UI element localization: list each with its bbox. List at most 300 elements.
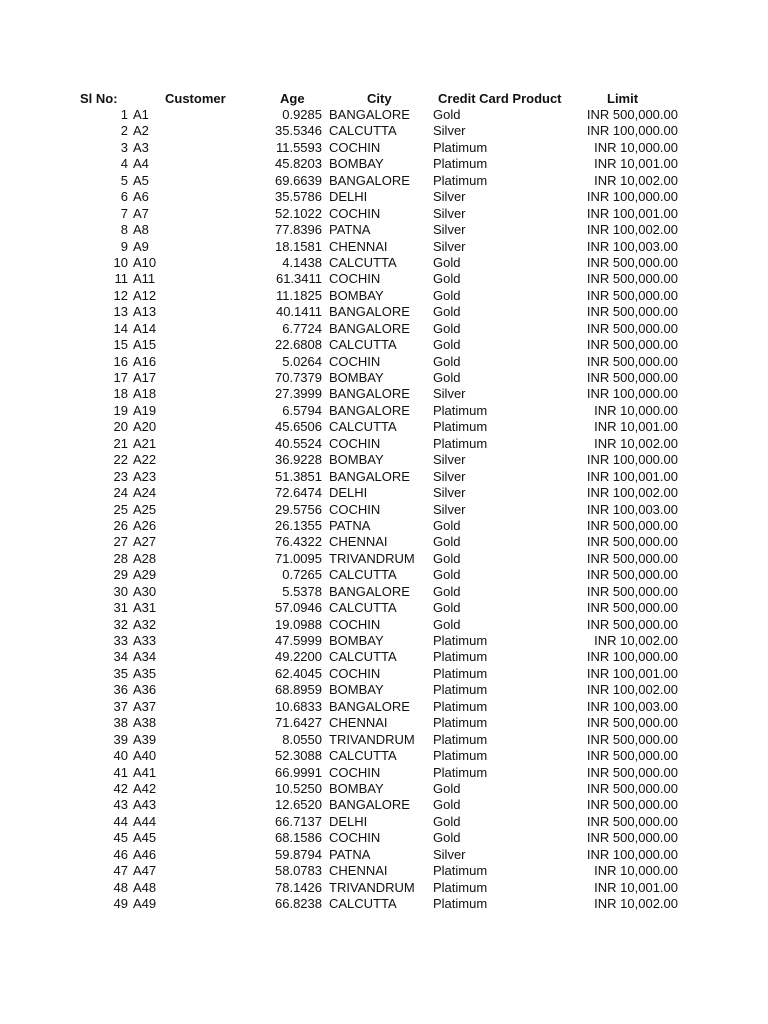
table-row [0,715,768,731]
cell-sl-no: 41 [113,764,128,780]
cell-credit-card-product: Silver [433,468,466,484]
cell-sl-no: 34 [113,649,128,665]
cell-customer: A48 [133,879,157,895]
cell-credit-card-product: Platimum [433,665,488,681]
cell-limit: INR 500,000.00 [586,254,678,270]
cell-credit-card-product: Platimum [433,863,488,879]
cell-sl-no: 48 [113,879,128,895]
cell-age: 36.9228 [275,452,322,468]
cell-limit: INR 500,000.00 [586,320,678,336]
cell-credit-card-product: Platimum [433,419,488,435]
cell-sl-no: 13 [113,304,128,320]
cell-sl-no: 20 [113,419,128,435]
cell-sl-no: 3 [120,139,128,155]
table-row [0,288,768,304]
table-row [0,896,768,912]
cell-credit-card-product: Gold [433,370,461,385]
cell-limit: INR 100,003.00 [586,698,678,714]
cell-limit: INR 100,002.00 [586,222,678,238]
cell-credit-card-product: Gold [433,517,461,533]
cell-customer: A20 [133,419,157,435]
cell-age: 40.5524 [275,435,322,451]
cell-limit: INR 10,000.00 [594,402,678,418]
table-row [0,863,768,879]
cell-age: 29.5756 [275,501,322,517]
cell-sl-no: 46 [113,846,128,862]
cell-credit-card-product: Silver [433,205,466,221]
cell-age: 26.1355 [275,517,322,533]
cell-limit: INR 500,000.00 [586,337,678,353]
cell-sl-no: 10 [113,254,128,270]
cell-city: CHENNAI [329,715,388,731]
cell-credit-card-product: Silver [433,386,466,402]
cell-age: 58.0783 [275,863,322,879]
cell-sl-no: 38 [113,715,128,731]
cell-age: 59.8794 [275,846,322,862]
cell-age: 18.1581 [275,238,322,254]
table-row [0,847,768,863]
cell-limit: INR 100,001.00 [586,205,678,221]
cell-sl-no: 35 [113,665,128,681]
cell-city: BOMBAY [329,682,384,698]
cell-limit: INR 10,000.00 [594,863,678,879]
cell-sl-no: 18 [113,386,128,402]
cell-sl-no: 8 [120,222,128,238]
cell-age: 72.6474 [275,485,322,501]
table-row [0,469,768,485]
cell-limit: INR 100,000.00 [586,452,678,468]
cell-sl-no: 43 [113,797,128,813]
cell-age: 68.8959 [275,682,322,698]
cell-limit: INR 500,000.00 [586,813,678,829]
cell-customer: A24 [133,485,157,501]
cell-city: BANGALORE [329,320,410,336]
cell-age: 45.8203 [275,156,322,172]
cell-customer: A34 [133,649,157,665]
cell-age: 35.5786 [275,189,322,205]
cell-limit: INR 10,002.00 [594,896,678,911]
cell-age: 6.5794 [282,402,322,418]
table-row [0,534,768,550]
cell-credit-card-product: Gold [433,583,461,599]
cell-city: BOMBAY [329,287,384,303]
cell-customer: A3 [133,139,149,155]
cell-customer: A40 [133,748,157,764]
cell-city: COCHIN [329,830,381,846]
cell-credit-card-product: Silver [433,189,466,205]
table-row [0,271,768,287]
cell-city: BANGALORE [329,402,410,418]
table-row [0,140,768,156]
header-age: Age [280,91,305,106]
cell-city: CALCUTTA [329,254,397,270]
cell-age: 77.8396 [275,222,322,238]
cell-limit: INR 500,000.00 [586,287,678,303]
table-row [0,255,768,271]
header-customer: Customer [165,91,226,106]
cell-sl-no: 36 [113,682,128,698]
cell-city: CALCUTTA [329,337,397,353]
cell-credit-card-product: Gold [433,271,461,287]
table-row [0,452,768,468]
cell-city: BANGALORE [329,107,410,122]
cell-age: 51.3851 [275,468,322,484]
cell-limit: INR 500,000.00 [586,830,678,846]
table-row [0,419,768,435]
header-limit: Limit [607,91,639,106]
cell-customer: A1 [133,107,149,122]
cell-customer: A45 [133,830,157,846]
table-row [0,649,768,665]
cell-age: 66.9991 [275,764,322,780]
cell-age: 10.6833 [275,698,322,714]
cell-customer: A49 [133,896,157,911]
cell-limit: INR 500,000.00 [586,550,678,566]
cell-credit-card-product: Gold [433,107,461,122]
cell-customer: A46 [133,846,157,862]
cell-customer: A2 [133,123,149,139]
cell-customer: A39 [133,731,157,747]
cell-customer: A31 [133,600,157,616]
cell-customer: A37 [133,698,157,714]
cell-age: 62.4045 [275,665,322,681]
cell-credit-card-product: Gold [433,830,461,846]
cell-limit: INR 500,000.00 [586,567,678,583]
cell-sl-no: 14 [113,320,128,336]
cell-sl-no: 27 [113,534,128,550]
cell-city: CALCUTTA [329,600,397,616]
table-row [0,765,768,781]
cell-sl-no: 2 [120,123,128,139]
cell-limit: INR 100,001.00 [586,468,678,484]
cell-credit-card-product: Platimum [433,139,488,155]
table-row [0,880,768,896]
cell-limit: INR 10,002.00 [594,633,678,648]
cell-age: 11.1825 [275,287,322,303]
cell-sl-no: 49 [113,896,128,911]
cell-credit-card-product: Platimum [433,156,488,172]
cell-sl-no: 47 [113,863,128,879]
cell-sl-no: 26 [113,517,128,533]
cell-sl-no: 44 [113,813,128,829]
header-city: City [367,91,392,106]
cell-customer: A22 [133,452,157,468]
cell-credit-card-product: Platimum [433,435,488,451]
cell-credit-card-product: Gold [433,534,461,550]
cell-customer: A23 [133,468,157,484]
cell-city: COCHIN [329,665,381,681]
cell-customer: A47 [133,863,157,879]
cell-credit-card-product: Gold [433,337,461,353]
cell-limit: INR 100,003.00 [586,238,678,254]
cell-limit: INR 100,000.00 [586,189,678,205]
cell-age: 61.3411 [275,271,322,287]
cell-credit-card-product: Platimum [433,698,488,714]
cell-credit-card-product: Platimum [433,715,488,731]
cell-credit-card-product: Silver [433,222,466,238]
cell-limit: INR 500,000.00 [586,780,678,796]
cell-limit: INR 500,000.00 [586,764,678,780]
cell-limit: INR 500,000.00 [586,731,678,747]
cell-sl-no: 21 [113,435,128,451]
cell-limit: INR 10,002.00 [594,435,678,451]
table-row [0,551,768,567]
cell-city: BANGALORE [329,468,410,484]
cell-credit-card-product: Gold [433,287,461,303]
table-row [0,502,768,518]
cell-age: 47.5999 [275,633,322,648]
cell-city: COCHIN [329,205,381,221]
cell-age: 45.6506 [275,419,322,435]
cell-sl-no: 28 [113,550,128,566]
table-row [0,518,768,534]
cell-customer: A28 [133,550,157,566]
cell-customer: A5 [133,172,149,188]
cell-limit: INR 10,001.00 [594,156,678,172]
table-row [0,304,768,320]
cell-city: TRIVANDRUM [329,731,415,747]
cell-sl-no: 5 [120,172,128,188]
cell-credit-card-product: Gold [433,254,461,270]
cell-customer: A30 [133,583,157,599]
cell-credit-card-product: Gold [433,797,461,813]
cell-credit-card-product: Platimum [433,682,488,698]
cell-limit: INR 100,000.00 [586,846,678,862]
cell-city: BOMBAY [329,370,384,385]
cell-customer: A17 [133,370,157,385]
table-row [0,436,768,452]
cell-age: 71.6427 [275,715,322,731]
cell-credit-card-product: Platimum [433,633,488,648]
cell-city: COCHIN [329,435,381,451]
cell-sl-no: 12 [113,287,128,303]
cell-customer: A19 [133,402,157,418]
cell-age: 6.7724 [282,320,322,336]
cell-city: CHENNAI [329,534,388,550]
cell-age: 0.7265 [282,567,322,583]
cell-customer: A15 [133,337,157,353]
cell-sl-no: 29 [113,567,128,583]
table-row [0,156,768,172]
cell-age: 27.3999 [275,386,322,402]
cell-age: 71.0095 [275,550,322,566]
cell-limit: INR 100,002.00 [586,485,678,501]
table-row [0,222,768,238]
cell-credit-card-product: Silver [433,485,466,501]
cell-city: COCHIN [329,501,381,517]
cell-limit: INR 500,000.00 [586,271,678,287]
cell-customer: A21 [133,435,157,451]
table-row [0,239,768,255]
cell-city: BANGALORE [329,386,410,402]
table-row [0,321,768,337]
table-row [0,600,768,616]
cell-age: 8.0550 [282,731,322,747]
cell-age: 12.6520 [275,797,322,813]
cell-customer: A7 [133,205,149,221]
cell-sl-no: 15 [113,337,128,353]
cell-credit-card-product: Gold [433,616,461,632]
cell-limit: INR 500,000.00 [586,715,678,731]
cell-credit-card-product: Gold [433,600,461,616]
table-row [0,666,768,682]
cell-customer: A44 [133,813,157,829]
header-sl-no: Sl No: [80,91,118,106]
cell-limit: INR 500,000.00 [586,370,678,385]
cell-age: 22.6808 [275,337,322,353]
cell-limit: INR 100,001.00 [586,665,678,681]
cell-age: 66.7137 [275,813,322,829]
cell-customer: A9 [133,238,149,254]
cell-customer: A41 [133,764,157,780]
cell-age: 49.2200 [275,649,322,665]
cell-credit-card-product: Silver [433,501,466,517]
cell-age: 5.0264 [282,353,322,369]
table-row [0,206,768,222]
cell-limit: INR 500,000.00 [586,616,678,632]
table-row [0,354,768,370]
table-row [0,567,768,583]
cell-city: PATNA [329,846,371,862]
cell-sl-no: 19 [113,402,128,418]
table-row [0,617,768,633]
cell-credit-card-product: Platimum [433,649,488,665]
cell-city: BANGALORE [329,172,410,188]
table-row [0,403,768,419]
cell-city: PATNA [329,517,371,533]
cell-customer: A25 [133,501,157,517]
cell-limit: INR 100,000.00 [586,123,678,139]
cell-customer: A42 [133,780,157,796]
cell-age: 40.1411 [275,304,322,320]
cell-credit-card-product: Platimum [433,172,488,188]
cell-customer: A29 [133,567,157,583]
cell-city: BOMBAY [329,156,384,172]
cell-age: 10.5250 [275,780,322,796]
cell-customer: A26 [133,517,157,533]
cell-sl-no: 23 [113,468,128,484]
cell-age: 70.7379 [275,370,322,385]
cell-sl-no: 33 [113,633,128,648]
cell-sl-no: 30 [113,583,128,599]
cell-limit: INR 10,000.00 [594,139,678,155]
cell-sl-no: 32 [113,616,128,632]
cell-age: 57.0946 [275,600,322,616]
cell-age: 35.5346 [275,123,322,139]
cell-customer: A6 [133,189,149,205]
cell-city: TRIVANDRUM [329,879,415,895]
table-row [0,814,768,830]
table-row [0,123,768,139]
cell-limit: INR 500,000.00 [586,600,678,616]
table-row [0,699,768,715]
table-row [0,682,768,698]
cell-age: 52.1022 [275,205,322,221]
cell-limit: INR 10,002.00 [594,172,678,188]
cell-city: CALCUTTA [329,567,397,583]
cell-customer: A38 [133,715,157,731]
cell-city: CALCUTTA [329,896,397,911]
table-row [0,797,768,813]
cell-credit-card-product: Silver [433,846,466,862]
cell-age: 66.8238 [275,896,322,911]
cell-age: 0.9285 [282,107,322,122]
table-row [0,748,768,764]
table-row [0,386,768,402]
cell-customer: A33 [133,633,157,648]
cell-city: COCHIN [329,139,381,155]
cell-limit: INR 100,000.00 [586,386,678,402]
cell-city: BOMBAY [329,633,384,648]
table-row [0,337,768,353]
table-row [0,189,768,205]
table-row [0,732,768,748]
cell-customer: A4 [133,156,149,172]
cell-credit-card-product: Silver [433,238,466,254]
cell-sl-no: 37 [113,698,128,714]
table-row [0,370,768,386]
cell-limit: INR 10,001.00 [594,879,678,895]
cell-city: DELHI [329,813,368,829]
cell-limit: INR 10,001.00 [594,419,678,435]
cell-city: CALCUTTA [329,123,397,139]
table-row [0,633,768,649]
cell-limit: INR 500,000.00 [586,107,678,122]
table-row [0,781,768,797]
cell-customer: A36 [133,682,157,698]
cell-city: COCHIN [329,616,381,632]
cell-limit: INR 100,003.00 [586,501,678,517]
cell-limit: INR 500,000.00 [586,748,678,764]
cell-customer: A18 [133,386,157,402]
cell-sl-no: 9 [120,238,128,254]
cell-customer: A14 [133,320,157,336]
cell-sl-no: 22 [113,452,128,468]
cell-sl-no: 45 [113,830,128,846]
cell-sl-no: 42 [113,780,128,796]
cell-sl-no: 17 [113,370,128,385]
cell-city: COCHIN [329,271,381,287]
cell-city: BOMBAY [329,780,384,796]
cell-city: CALCUTTA [329,748,397,764]
cell-credit-card-product: Gold [433,567,461,583]
cell-sl-no: 39 [113,731,128,747]
cell-sl-no: 7 [120,205,128,221]
cell-credit-card-product: Gold [433,304,461,320]
header-credit-card-product: Credit Card Product [438,91,562,106]
cell-customer: A27 [133,534,157,550]
cell-credit-card-product: Platimum [433,764,488,780]
table-row [0,173,768,189]
table-row [0,485,768,501]
cell-city: BANGALORE [329,797,410,813]
header-row [0,90,768,107]
cell-age: 11.5593 [275,139,322,155]
cell-sl-no: 11 [114,271,128,287]
cell-limit: INR 500,000.00 [586,304,678,320]
cell-credit-card-product: Silver [433,452,466,468]
cell-limit: INR 500,000.00 [586,517,678,533]
cell-limit: INR 500,000.00 [586,534,678,550]
cell-credit-card-product: Platimum [433,896,488,911]
cell-city: BANGALORE [329,304,410,320]
cell-city: COCHIN [329,764,381,780]
cell-age: 69.6639 [275,172,322,188]
cell-customer: A11 [133,271,156,287]
cell-sl-no: 31 [113,600,128,616]
cell-limit: INR 100,000.00 [586,649,678,665]
cell-city: DELHI [329,189,368,205]
